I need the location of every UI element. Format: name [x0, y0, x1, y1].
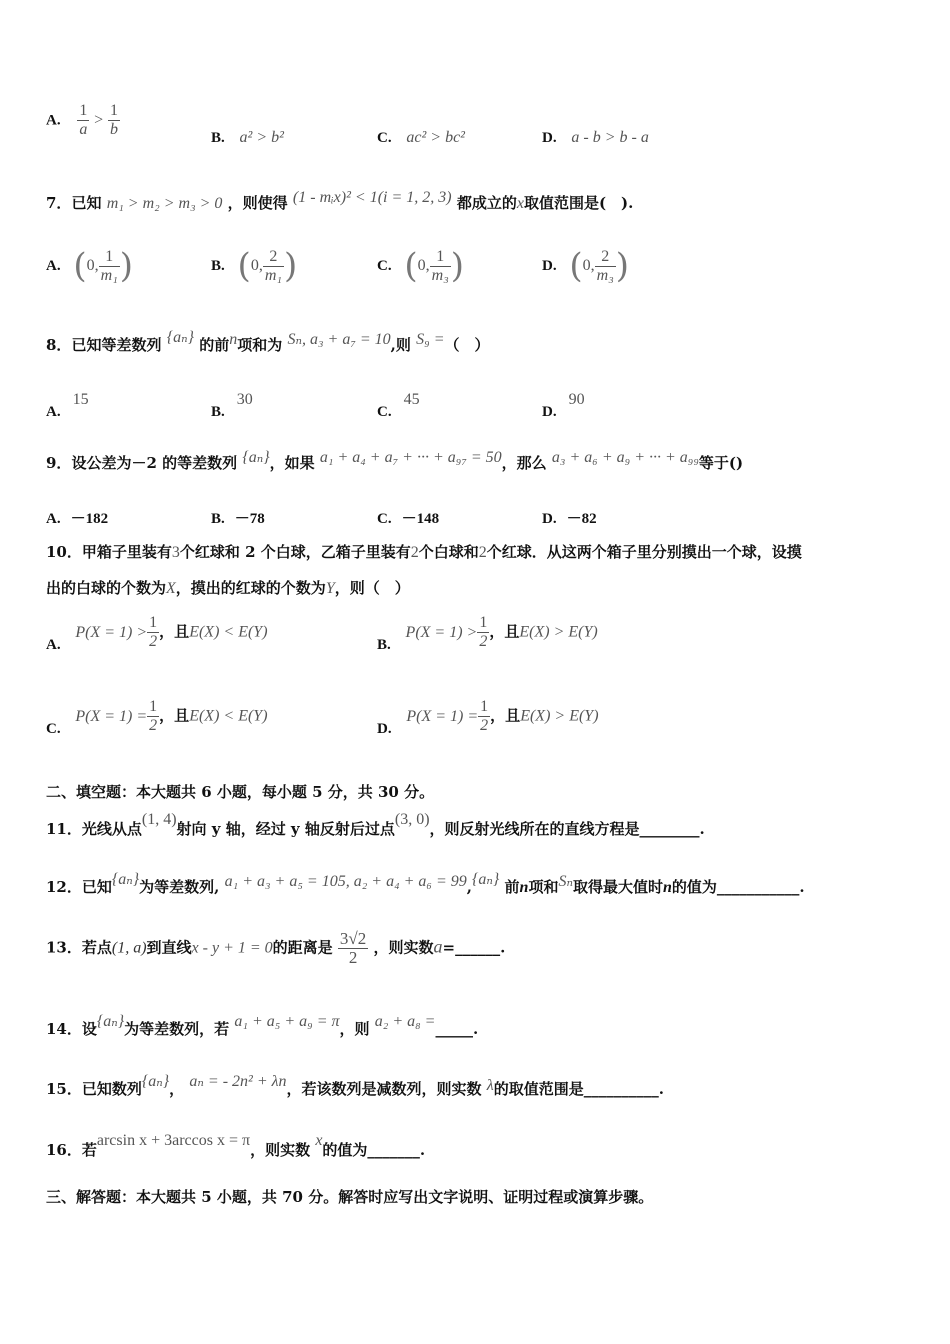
question-13: 13．若点(1, a)到直线x - y + 1 = 0的距离是 $\frac{3√2}{2}$ ，则实数a=______.: [46, 929, 506, 967]
q8-option-b: B.30: [211, 391, 253, 420]
question-11: 11．光线从点(1, 4)射向 y 轴，经过 y 轴反射后过点(3, 0)，则反射光线所在的直线方程是________.: [46, 811, 705, 838]
q10-option-d: D. P(X = 1) = $\frac{1}{2}$ ，且E(X) > E(Y): [377, 698, 599, 737]
math-expression: m₁ > m₂ > m₃ > 0: [106, 195, 223, 212]
q9-option-a: A. －182: [46, 511, 109, 527]
q9-option-d: D. －82: [542, 511, 597, 527]
q10-option-a: A. P(X = 1) > $\frac{1}{2}$ ，且E(X) < E(Y): [46, 614, 268, 653]
option-label: A.: [46, 112, 61, 129]
q6-option-a: [46, 102, 120, 139]
section-2-heading: 二、填空题：本大题共 6 小题，每小题 5 分，共 30 分。: [46, 783, 435, 801]
q6-option-c: [377, 128, 465, 147]
q8-option-d: D.90: [542, 391, 585, 420]
question-16: 16．若arcsin x + 3arccos x = π，则实数 x的值为_______.: [46, 1132, 426, 1159]
question-10-line-2: 出的白球的个数为X，摸出的红球的个数为Y，则（ ）: [46, 579, 410, 597]
math-expression: ac² > bc²: [406, 129, 465, 146]
section-3-heading: 三、解答题：本大题共 5 小题，共 70 分。解答时应写出文字说明、证明过程或演算步骤。: [46, 1188, 654, 1206]
q7-option-b: B. (0, $\frac{2}{\text{m₁}}$ ): [211, 246, 298, 286]
question-9: 9．设公差为－2 的等差数列 {aₙ}，如果 a₁ + a₄ + a₇ + ··· + a₉₇ = 50，那么 a₃ + a₆ + a₉ + ··· + a₉₉等于(): [46, 449, 744, 472]
question-14: 14．设{aₙ}为等差数列，若 a₁ + a₅ + a₉ = π，则 a₂ + a₈ =_____.: [46, 1013, 479, 1038]
option-label: C.: [377, 130, 392, 146]
question-8: 8．已知等差数列 {aₙ} 的前n项和为 Sₙ, a₃ + a₇ = 10,则 S₉ =（ ）: [46, 329, 490, 354]
q6-option-b: [211, 128, 284, 147]
fraction: $\frac{1}{b}$: [109, 102, 118, 138]
q10-option-b: B. P(X = 1) > $\frac{1}{2}$ ，且E(X) > E(Y): [377, 614, 598, 653]
fraction: $\frac{1}{a}$: [79, 102, 88, 138]
q8-option-a: A.15: [46, 391, 89, 420]
operator: >: [94, 111, 104, 129]
question-12: 12．已知{aₙ}为等差数列, a₁ + a₃ + a₅ = 105, a₂ + a₄ + a₆ = 99,{aₙ} 前n项和Sₙ取得最大值时n的值为___________.: [46, 871, 805, 896]
q10-option-c: C. P(X = 1) = $\frac{1}{2}$ ，且E(X) < E(Y): [46, 698, 268, 737]
question-10-line-1: 10．甲箱子里装有3个红球和 2 个白球，乙箱子里装有2个白球和2个红球．从这两个箱子里分别摸出一个球，设摸: [46, 543, 802, 561]
q8-option-c: C.45: [377, 391, 420, 420]
math-expression: (1 - mᵢx)² < 1(i = 1, 2, 3): [292, 189, 452, 206]
option-label: D.: [542, 130, 557, 146]
math-expression: a - b > b - a: [571, 129, 649, 146]
q9-option-c: C. －148: [377, 511, 440, 527]
q7-option-c: C. (0, $\frac{1}{\text{m₃}}$ ): [377, 246, 465, 286]
question-15: 15．已知数列{aₙ}， aₙ = - 2n² + λn，若该数列是减数列，则实数 λ的取值范围是__________.: [46, 1073, 664, 1098]
option-label: B.: [211, 130, 225, 146]
q6-option-d: [542, 128, 649, 147]
q9-option-b: B. －78: [211, 511, 265, 527]
q7-option-d: D. (0, $\frac{2}{\text{m₃}}$ ): [542, 246, 630, 286]
math-expression: a² > b²: [239, 129, 284, 146]
question-7: 7．已知 m₁ > m₂ > m₃ > 0 ，则使得 (1 - mᵢx)² < 1(i = 1, 2, 3) 都成立的x取值范围是( ).: [46, 189, 634, 212]
q7-option-a: A. (0, $\frac{1}{\text{m₁}}$ ): [46, 246, 134, 286]
